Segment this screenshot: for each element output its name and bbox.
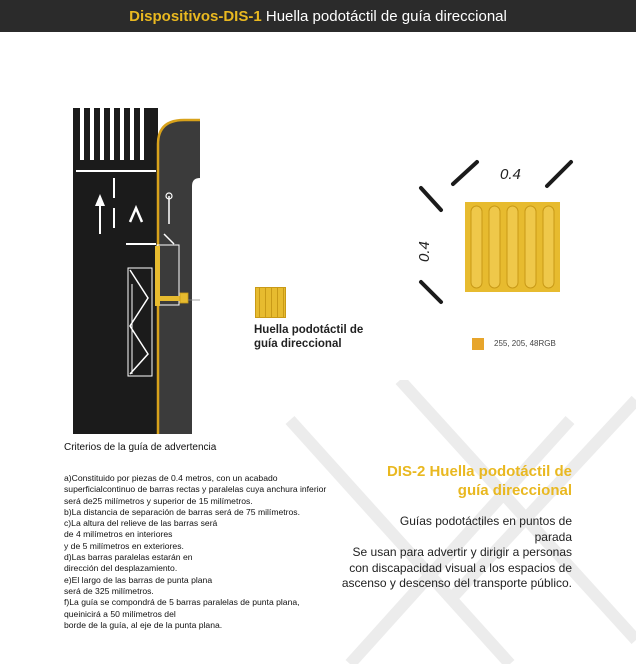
header-code: Dispositivos-DIS-1 [129, 8, 262, 25]
header-bar [0, 0, 636, 32]
color-swatch [472, 338, 484, 350]
criteria-body: a)Constituido por piezas de 0.4 metros, con un acabado superficialcontinuo de barras rectas y paralelas cuya anchura inferior será de25 milímetros y superior de 15 milímetros. b)La distancia de separación de barras será de 75 milímetros. c)La altura del relieve de las barras será de 4 milímetros en interiores y de 5 milímetros en exteriores. d)Las barras paralelas estarán en dirección del desplazamiento. e)El largo de las barras de punta plana será de 325 milímetros. f)La guía se compondrá de 5 barras paralelas de punta plana, queinicirá a 50 milímetros del borde de la guía, al eje de la punta plana. [64, 473, 327, 630]
tactile-tile-figure [405, 150, 580, 320]
dis2-title-line-1: DIS-2 Huella podotáctil de [386, 463, 572, 480]
tactile-sample-swatch [255, 287, 286, 318]
dis2-body: Guías podotáctiles en puntos de parada Se usan para advertir y dirigir a personas con discapacidad visual a los espacios de ascenso y descenso del transporte público. [341, 514, 572, 591]
plan-caption-line-1: Huella podotáctil de [254, 324, 364, 336]
dis2-title [345, 462, 572, 500]
street-plan-diagram [60, 108, 200, 434]
color-label: 255, 205, 48RGB [494, 339, 556, 348]
criteria-title: Criterios de la guía de advertencia [64, 442, 217, 453]
dis2-title-line-2: guía direccional [457, 482, 572, 499]
tile-dimension-top: 0.4 [500, 166, 521, 183]
tile-dimension-side: 0.4 [416, 241, 433, 262]
header-title: Huella podotáctil de guía direccional [261, 8, 507, 25]
plan-caption [254, 323, 363, 351]
plan-caption-line-2: guía direccional [254, 338, 342, 350]
